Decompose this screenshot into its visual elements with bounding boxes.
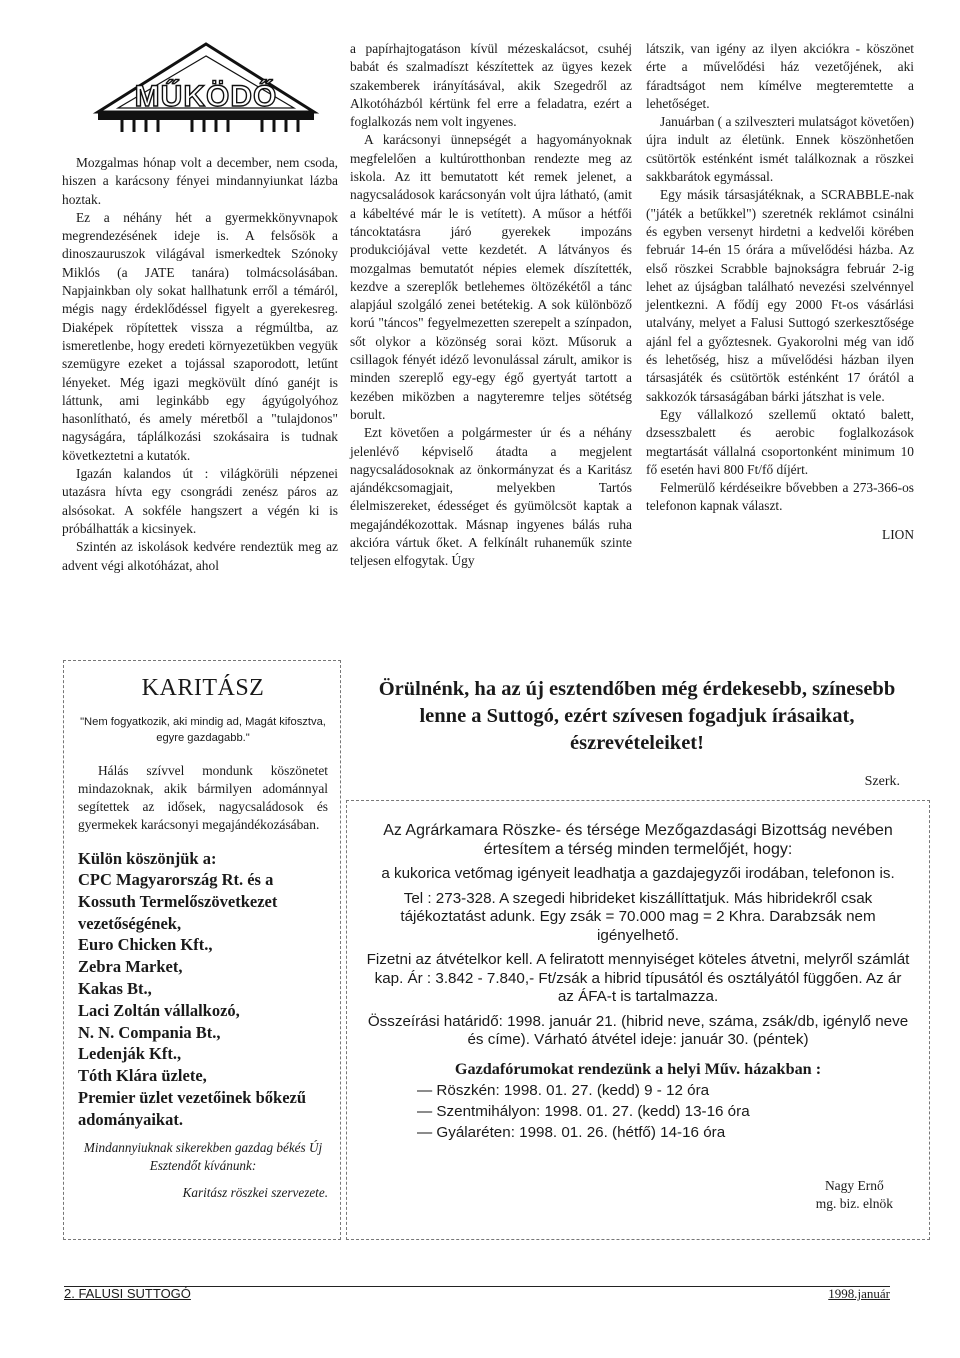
editorial-signature: Szerk. — [864, 774, 900, 789]
karitasz-thanks-heading: Külön köszönjük a: — [78, 849, 217, 868]
forum-item: — Szentmihályon: 1998. 01. 27. (kedd) 13-16 óra — [417, 1103, 750, 1120]
signature-title: mg. biz. elnök — [815, 1196, 893, 1211]
article-signature: LION — [882, 526, 914, 542]
donor-item: CPC Magyarország Rt. és a Kossuth Termelőszövetkezet vezetőségének, — [78, 870, 278, 933]
donor-item: N. N. Compania Bt., — [78, 1022, 221, 1042]
forum-list — [365, 1080, 911, 1143]
karitasz-body: Hálás szívvel mondunk köszönetet mindazoknak, akik bármilyen adománnyal segítettek az idősek, nagycsaládosok és gyermekek karácsonyi megajándékozásában. — [78, 763, 328, 832]
article-paragraph: látszik, van igény az ilyen akciókra - köszönet érte a művelődési ház vezetőjének, aki fáradtságot nem kímélve megteremtette a lehetőséget. — [646, 41, 914, 111]
forum-title: Gazdafórumokat rendezünk a helyi Műv. házakban : — [454, 1059, 822, 1078]
footer-page-label: 2. FALUSI SUTTOGÓ — [64, 1286, 191, 1301]
agri-signature — [816, 1177, 893, 1213]
mukodo-logo — [84, 40, 328, 132]
article-paragraph: Felmerülő kérdéseikre bővebben a 273-366-os telefonon kapnak választ. — [646, 480, 914, 514]
article-paragraph: Egy vállalkozó szellemű oktató balett, dzsesszbalett és aerobic foglalkozások megtartását vállalná csoportonként minimum 10 fő esetén havi 800 Ft/fő díjért. — [646, 406, 914, 477]
donor-item: Zebra Market, — [78, 957, 183, 977]
agri-line: Fizetni az átvételkor kell. A feliratott mennyiséget köteles átvetni, melyről számlát kap. Ár : 3.842 - 7.840,- Ft/zsák a hibrid típusától és osztályától függően. Az ár az ÁFA-t is tartalmazza. — [366, 951, 910, 1005]
agri-notice-box — [346, 800, 930, 1240]
agri-line: Összeírási határidő: 1998. január 21. (hibrid neve, száma, zsák/db, igénylő neve és címe). Várható átvétel ideje: január 30. (péntek) — [367, 1012, 909, 1048]
forum-item: — Röszkén: 1998. 01. 27. (kedd) 9 - 12 óra — [417, 1082, 710, 1099]
forum-item: — Gyálaréten: 1998. 01. 26. (hétfő) 14-16 óra — [417, 1124, 726, 1141]
footer-date: 1998.január — [828, 1286, 890, 1301]
article-column-2 — [350, 40, 632, 571]
agri-line: Tel : 273-328. A szegedi hibrideket kiszállíttatjuk. Más hibridekről csak tájékoztatást adunk. Egy zsák = 70.000 mag = 2 Khra. Darabzsák nem igényelhető. — [400, 889, 876, 944]
donor-item: Ledenják Kft., — [78, 1044, 182, 1064]
agri-line: a kukorica vetőmag igényeit leadhatja a gazdajegyzői irodában, telefonon is. — [381, 865, 895, 882]
article-paragraph: Szintén az iskolások kedvére rendeztük meg az advent végi alkotóházat, ahol — [62, 539, 338, 573]
article-paragraph: Ezt követően a polgármester úr és a néhány jelenlévő képviselő átadta a megjelent nagycsaládosoknak az önkormányzat és a Karitász ajándékcsomagjait, melyekben Tartós élelmiszereket, édességet és gyümölcsöt kaptak a megajándékozottak. Másnap ingyenes bálás ruha akcióra vártuk őket. A felkínált ruhaneműk szinte teljesen elfogytak. Úgy — [350, 425, 632, 569]
article-paragraph: Egy másik társasjátéknak, a SCRABBLE-nak ("játék a betűkkel") szeretnék reklámot csinálni és egyben versenyt hirdetni a kedvelői körében február 14-én 15 órára a művelődési házba. Az első röszkei Scrabble bajnokságra február 2-ig lehet az újságban található nevezési szelvénnyel jelentkezni. A fődíj egy 2000 Ft-os vásárlási utalvány, melyet a Falusi Suttogó szerkesztősége ajánl fel a győztesnek. Gyakorolni még van idő és lehetőség, hisz a művelődési házban ilyen társasjáték és csütörtök esténként 17 órától a sakkozók társaságában bárki játszhat is vele. — [646, 187, 914, 404]
article-paragraph: a papírhajtogatáson kívül mézeskalácsot, csuhéj babát és szalmadíszt készítettek az ügyes kezek szakemberek irányításával, akik Szegedről az Alkotóházból kértünk fel erre a feladatra, ezért a foglalkozás nem volt ingyenes. — [350, 41, 632, 130]
editorial-announcement: Örülnénk, ha az új esztendőben még érdekesebb, színesebb lenne a Suttogó, ezért szívesen fogadjuk írásaikat, észrevételeiket! — [378, 678, 896, 754]
karitasz-quote: "Nem fogyatkozik, aki mindig ad, Magát kifosztva, egyre gazdagabb." — [80, 716, 326, 744]
article-paragraph: Igazán kalandos út : világkörüli népzenei utazásra hívta egy csongrádi zenész páros az alsósokat. A sokféle hangszert a végén ki is próbálhatták a kicsinyek. — [62, 466, 338, 536]
article-paragraph: Januárban ( a szilveszteri mulatságot követően) újra indult az életünk. Ennek köszönhetően csütörtök esténként ismét találkoznak a röszkei sakkbarátok egymással. — [646, 114, 914, 185]
article-paragraph: A karácsonyi ünnepségét a hagyományoknak megfelelően a kultúrotthonban rendezte meg az iskola. Az itt bemutatott két remek jelenet, a nagycsaládosok karácsonyán volt újra látható, (amit a kábeltévé már le is vetített). A műsor a hétfői táncoktatásra járó gyerekek impozáns produkciójával vette kezdetét. A látványos és mozgalmas bemutatót népies elemek díszítették, kezdve a szereplők betlehemes öltözékétől a tánc alapjául szolgáló zenei betétekig. A sok különböző korú "táncos" fegyelmezetten szerepelt a színpadon, sőt olykor a közönség sorai közt. Műsoruk a csillagok fényét idéző levonulással zárult, amikor is minden szereplő egy-egy égő gyertyát tartott a kezében miközben a nagyteremre teljes sötétség borult. — [350, 132, 632, 422]
donor-item: Euro Chicken Kft., — [78, 935, 213, 955]
donor-item: Premier üzlet vezetőinek bőkezű adományaikat. — [78, 1087, 307, 1129]
article-column-1 — [62, 154, 338, 575]
signature-name: Nagy Ernő — [824, 1178, 884, 1193]
logo-text: MŰKÖDŐ — [134, 80, 278, 113]
karitasz-signature: Karitász röszkei szervezete. — [182, 1184, 328, 1200]
karitasz-title: KARITÁSZ — [141, 675, 265, 701]
article-paragraph: Ez a néhány hét a gyermekkönyvnapok megrendezésének ideje is. A felsősök a dinoszauruszok világával ismerkedtek Szónoky Miklós (a JATE tanára) tolmácsolásában. Napjainkban oly sokat hallhatunk erről a témáról, mégis nagy érdeklődéssel figyelt a gyerekesreg. Diaképek röpítettek vissza a régmúltba, az ismeretlenbe, hogy eredeti környezetükben vegyük szemügyre ezeket a tojással szaporodott, letűnt lényeket. Még igazi megkövült dínó ganéjt is láttunk, ami leginkább egy ágyúgolyóhoz hasonlítható, és amely méretből a "tulajdonos" nagyságára, táplálkozási szokásaira is tudnak következtetni a kutatók. — [62, 209, 338, 463]
agri-intro: Az Agrárkamara Röszke- és térsége Mezőgazdasági Bizottság nevében értesítem a térség minden termelőjét, hogy: — [383, 822, 893, 858]
donor-item: Kakas Bt., — [78, 978, 152, 998]
article-paragraph: Mozgalmas hónap volt a december, nem csoda, hiszen a karácsony fényei mindannyiunkat lázba hoztak. — [62, 155, 338, 207]
donor-item: Laci Zoltán vállalkozó, — [78, 1000, 240, 1020]
donor-item: Tóth Klára üzlete, — [78, 1066, 207, 1086]
karitasz-box — [63, 660, 341, 1240]
karitasz-wish: Mindannyiuknak sikerekben gazdag békés Új Esztendőt kívánunk: — [83, 1139, 323, 1173]
article-column-3 — [646, 40, 914, 544]
